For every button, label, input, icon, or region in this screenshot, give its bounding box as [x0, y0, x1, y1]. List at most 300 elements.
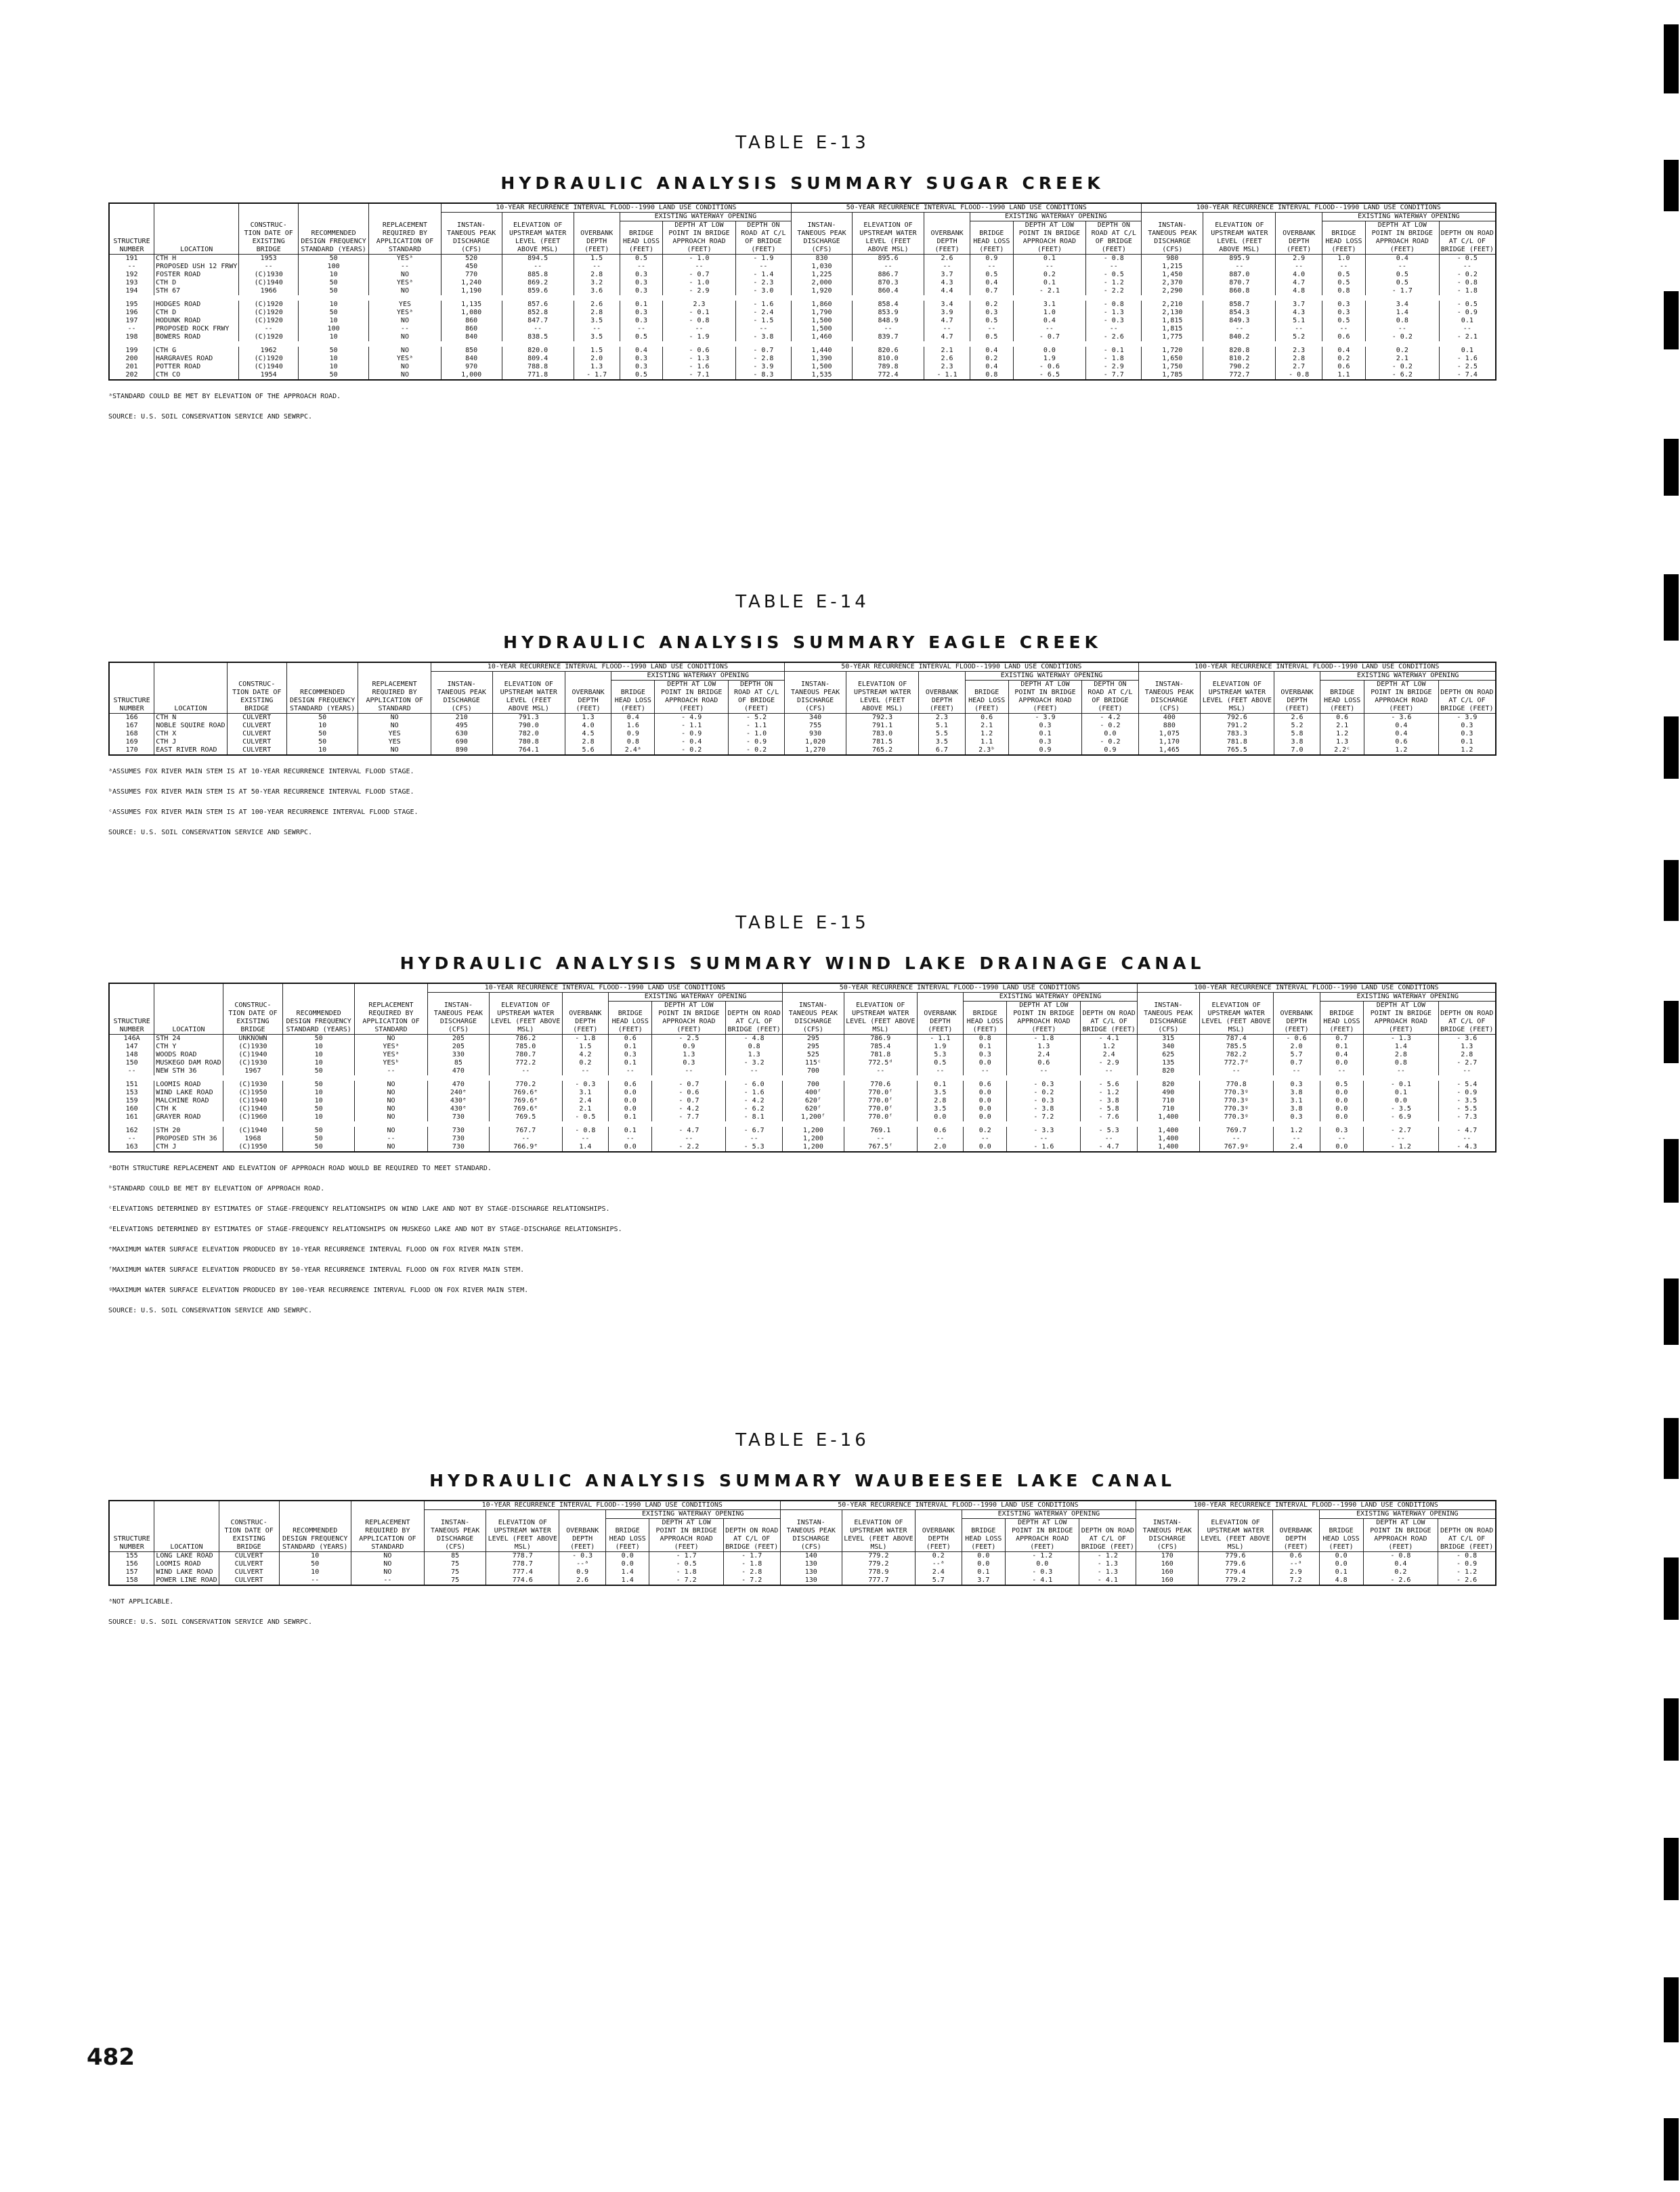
header-elevation: ELEVATION OF UPSTREAM WATER LEVEL (FEET ABOVE MSL)	[1201, 672, 1274, 714]
hydraulic-table	[108, 662, 1496, 756]
location-cell: CTH G	[154, 347, 239, 355]
data-cell: --ᵃ	[915, 1560, 962, 1568]
data-cell: - 1.7	[1366, 287, 1440, 295]
data-cell: - 4.2	[726, 1097, 782, 1105]
table-e15	[108, 913, 1496, 1327]
header-headloss: BRIDGE HEAD LOSS (FEET)	[964, 1002, 1007, 1035]
data-cell: 0.1	[1439, 347, 1496, 355]
data-cell: 767.9ᵍ	[1199, 1143, 1273, 1152]
data-cell: 0.5	[1320, 1081, 1364, 1089]
data-cell: 772.5ᵈ	[844, 1059, 917, 1067]
data-cell: - 2.1	[1439, 333, 1496, 341]
data-cell: 1,270	[785, 746, 846, 755]
table-e16	[108, 1430, 1496, 1639]
location-cell: FOSTER ROAD	[154, 271, 239, 279]
data-cell: 2.6	[1274, 714, 1320, 723]
data-cell: --	[964, 1067, 1007, 1075]
data-cell: 1,190	[441, 287, 502, 295]
data-cell: 2,000	[792, 279, 853, 287]
data-cell: 166	[109, 714, 154, 723]
data-cell: 5.1	[1276, 317, 1322, 325]
data-cell: --	[1203, 325, 1276, 333]
data-cell: - 3.9	[1438, 714, 1496, 723]
data-cell: 0.3	[970, 309, 1014, 317]
data-cell: - 1.7	[649, 1552, 723, 1561]
data-cell: 430ᵉ	[427, 1105, 489, 1113]
data-cell: 10	[286, 722, 358, 730]
data-cell: 0.1	[1364, 1089, 1438, 1097]
table-title: HYDRAULIC ANALYSIS SUMMARY WAUBEESEE LAKE CANAL	[429, 1471, 1176, 1490]
data-cell: 0.4	[1322, 347, 1365, 355]
data-cell: - 0.8	[1086, 301, 1142, 309]
data-cell: 0.4	[1320, 1051, 1364, 1059]
data-cell: 0.6	[1364, 738, 1438, 746]
data-cell: - 4.8	[726, 1035, 782, 1044]
header-replacement: REPLACEMENT REQUIRED BY APPLICATION OF STANDARD	[351, 1501, 424, 1552]
location-cell: CTH D	[154, 309, 239, 317]
data-cell: - 1.8	[723, 1560, 780, 1568]
data-cell: - 3.5	[1438, 1097, 1496, 1105]
data-cell: - 1.3	[1079, 1560, 1136, 1568]
table-row	[109, 1576, 1496, 1585]
data-cell: 0.0	[1320, 1059, 1364, 1067]
data-cell: --	[924, 263, 970, 271]
table-row	[109, 1067, 1496, 1075]
data-cell: 193	[109, 279, 154, 287]
data-cell: 887.0	[1203, 271, 1276, 279]
data-cell: - 1.5	[735, 317, 791, 325]
location-cell: POWER LINE ROAD	[154, 1576, 219, 1585]
data-cell: 10	[279, 1568, 351, 1576]
data-cell: NO	[369, 347, 441, 355]
data-cell: 0.1	[609, 1113, 652, 1121]
data-cell: - 6.7	[726, 1127, 782, 1135]
data-cell: - 0.4	[655, 738, 729, 746]
data-cell: 781.5	[846, 738, 918, 746]
data-cell: - 8.3	[735, 371, 791, 380]
data-cell: 0.9	[970, 255, 1014, 263]
data-cell: 430ᵉ	[427, 1097, 489, 1105]
header-replacement: REPLACEMENT REQUIRED BY APPLICATION OF STANDARD	[369, 203, 441, 255]
data-cell: 860	[441, 317, 502, 325]
data-cell: 201	[109, 363, 154, 371]
data-cell: 1.5	[574, 347, 620, 355]
data-cell: 1,790	[792, 309, 853, 317]
data-cell: 2.6	[924, 355, 970, 363]
data-cell: (C)1920	[239, 317, 298, 325]
data-cell: 772.7	[1203, 371, 1276, 380]
data-cell: 0.3	[620, 363, 663, 371]
data-cell: 146A	[109, 1035, 154, 1044]
data-cell: 1,650	[1142, 355, 1203, 363]
location-cell: PROPOSED STH 36	[154, 1135, 223, 1143]
data-cell: 0.8	[1366, 317, 1440, 325]
data-cell: NO	[369, 371, 441, 380]
data-cell: 400ᶠ	[782, 1089, 844, 1097]
data-cell: --	[609, 1067, 652, 1075]
data-cell: - 2.2	[1086, 287, 1142, 295]
data-cell: 1.4	[605, 1568, 649, 1576]
data-cell: 50	[283, 1143, 355, 1152]
data-cell: --	[663, 263, 735, 271]
data-cell: - 1.7	[723, 1552, 780, 1561]
data-cell: 690	[431, 738, 492, 746]
data-cell: 1.2	[1320, 730, 1364, 738]
data-cell: 770.0ᶠ	[844, 1089, 917, 1097]
data-cell: 162	[109, 1127, 154, 1135]
data-cell: 1,440	[792, 347, 853, 355]
location-cell: STH 67	[154, 287, 239, 295]
data-cell: 0.3	[1438, 730, 1496, 738]
data-cell: 2.8	[917, 1097, 964, 1105]
data-cell: 0.6	[917, 1127, 964, 1135]
data-cell: 50	[279, 1560, 351, 1568]
data-cell: 769.6ᵉ	[489, 1105, 562, 1113]
header-existing: EXISTING WATERWAY OPENING	[962, 1510, 1136, 1519]
data-cell: 730	[427, 1143, 489, 1152]
location-cell: CTH N	[154, 714, 227, 723]
table-notes	[108, 1165, 1496, 1315]
header-existing: EXISTING WATERWAY OPENING	[965, 672, 1138, 681]
data-cell: 780.8	[492, 738, 565, 746]
data-cell: 2.8	[1438, 1051, 1496, 1059]
table-row	[109, 1089, 1496, 1097]
data-cell: 783.3	[1201, 730, 1274, 738]
data-cell: - 2.6	[1363, 1576, 1438, 1585]
data-cell: - 0.7	[1013, 333, 1085, 341]
data-cell: 10	[283, 1043, 355, 1051]
data-cell: - 7.6	[1081, 1113, 1137, 1121]
data-cell: 1,240	[441, 279, 502, 287]
data-cell: 0.0	[609, 1105, 652, 1113]
data-cell: 150	[109, 1059, 154, 1067]
data-cell: 0.0	[1319, 1552, 1363, 1561]
data-cell: 0.1	[620, 301, 663, 309]
footnote: ᵃNOT APPLICABLE.	[108, 1598, 174, 1606]
data-cell: --	[109, 263, 154, 271]
data-cell: --	[853, 325, 924, 333]
footnote: SOURCE: U.S. SOIL CONSERVATION SERVICE AND SEWRPC.	[108, 829, 313, 836]
data-cell: 50	[283, 1035, 355, 1044]
data-cell: 0.6	[965, 714, 1008, 723]
header-lowpoint: DEPTH AT LOW POINT IN BRIDGE APPROACH ROAD (FEET)	[1363, 1519, 1438, 1552]
margin-tick	[1664, 1698, 1679, 1761]
data-cell: 3.4	[1366, 301, 1440, 309]
data-cell: - 3.2	[726, 1059, 782, 1067]
header-overbank: OVERBANK DEPTH (FEET)	[559, 1510, 606, 1552]
data-cell: 2.6	[559, 1576, 606, 1585]
data-cell: - 3.8	[735, 333, 791, 341]
data-cell: 10	[286, 746, 358, 755]
data-cell: --	[917, 1135, 964, 1143]
header-group100: 100-YEAR RECURRENCE INTERVAL FLOOD--1990 LAND USE CONDITIONS	[1137, 983, 1496, 993]
header-construction: CONSTRUC- TION DATE OF EXISTING BRIDGE	[239, 203, 298, 255]
header-construction: CONSTRUC- TION DATE OF EXISTING BRIDGE	[223, 983, 283, 1035]
data-cell: 1.0	[1013, 309, 1085, 317]
data-cell: 1,500	[792, 317, 853, 325]
data-cell: 1.1	[965, 738, 1008, 746]
data-cell: 6.7	[919, 746, 965, 755]
data-cell: - 5.4	[1438, 1081, 1496, 1089]
data-cell: 0.3	[1320, 1127, 1364, 1135]
data-cell: 2.1	[924, 347, 970, 355]
data-cell: - 1.6	[663, 363, 735, 371]
data-cell: - 3.3	[1007, 1127, 1081, 1135]
location-cell: CTH H	[154, 255, 239, 263]
data-cell: 2.0	[1273, 1043, 1320, 1051]
data-cell: 2.4	[1273, 1143, 1320, 1152]
data-cell: 205	[427, 1043, 489, 1051]
data-cell: - 2.3	[735, 279, 791, 287]
table-title: HYDRAULIC ANALYSIS SUMMARY WIND LAKE DRAINAGE CANAL	[400, 953, 1205, 973]
data-cell: - 0.5	[649, 1560, 723, 1568]
data-cell: 158	[109, 1576, 154, 1585]
data-cell: --	[489, 1135, 562, 1143]
data-cell: 1,400	[1137, 1135, 1199, 1143]
data-cell: 1,815	[1142, 325, 1203, 333]
location-cell: NEW STH 36	[154, 1067, 223, 1075]
data-cell: - 3.9	[735, 363, 791, 371]
data-cell: 850	[441, 347, 502, 355]
data-cell: (C)1940	[223, 1127, 283, 1135]
data-cell: 625	[1137, 1051, 1199, 1059]
location-cell: EAST RIVER ROAD	[154, 746, 227, 755]
data-cell: 730	[427, 1135, 489, 1143]
data-cell: 0.0	[917, 1113, 964, 1121]
header-elevation: ELEVATION OF UPSTREAM WATER LEVEL (FEET ABOVE MSL)	[502, 213, 574, 255]
data-cell: --	[1273, 1067, 1320, 1075]
data-cell: NO	[355, 1089, 428, 1097]
table-row	[109, 333, 1496, 341]
data-cell: 0.4	[970, 363, 1014, 371]
data-cell: 0.6	[1272, 1552, 1319, 1561]
data-cell: 778.9	[842, 1568, 915, 1576]
data-cell: - 6.2	[1366, 371, 1440, 380]
data-cell: 1.4	[562, 1143, 609, 1152]
data-cell: 0.0	[964, 1097, 1007, 1105]
data-cell: 1.3	[652, 1051, 726, 1059]
header-location: LOCATION	[154, 983, 223, 1035]
table-row	[109, 722, 1496, 730]
margin-tick	[1664, 2118, 1679, 2180]
header-recommended: RECOMMENDED DESIGN FREQUENCY STANDARD (YEARS)	[286, 662, 358, 714]
data-cell: - 2.8	[735, 355, 791, 363]
data-cell: NO	[369, 333, 441, 341]
data-cell: (C)1930	[223, 1043, 283, 1051]
data-cell: 295	[782, 1035, 844, 1044]
data-cell: 895.6	[853, 255, 924, 263]
data-cell: NO	[358, 714, 431, 723]
data-cell: 0.9	[611, 730, 655, 738]
data-cell: 779.2	[842, 1552, 915, 1561]
data-cell: - 2.4	[735, 309, 791, 317]
data-cell: 167	[109, 722, 154, 730]
data-cell: - 1.6	[1007, 1143, 1081, 1152]
header-recommended: RECOMMENDED DESIGN FREQUENCY STANDARD (YEARS)	[283, 983, 355, 1035]
data-cell: - 0.3	[1007, 1081, 1081, 1089]
data-cell: 930	[785, 730, 846, 738]
data-cell: 130	[780, 1560, 842, 1568]
header-lowpoint: DEPTH AT LOW POINT IN BRIDGE APPROACH ROAD (FEET)	[1008, 681, 1082, 714]
margin-tick	[1664, 1418, 1679, 1479]
footnote: ᵍMAXIMUM WATER SURFACE ELEVATION PRODUCED BY 100-YEAR RECURRENCE INTERVAL FLOOD ON FOX RIVER MAIN STEM.	[108, 1287, 529, 1294]
data-cell: 2.1	[562, 1105, 609, 1113]
data-cell: - 1.6	[1439, 355, 1496, 363]
data-cell: - 3.9	[1008, 714, 1082, 723]
data-cell: NO	[355, 1035, 428, 1044]
data-cell: 0.1	[609, 1127, 652, 1135]
data-cell: 1.6	[611, 722, 655, 730]
data-cell: 5.2	[1276, 333, 1322, 341]
data-cell: 3.6	[574, 287, 620, 295]
data-cell: 1967	[223, 1067, 283, 1075]
footnote: ᵃASSUMES FOX RIVER MAIN STEM IS AT 10-YEAR RECURRENCE INTERVAL FLOOD STAGE.	[108, 768, 414, 775]
data-cell: 470	[427, 1067, 489, 1075]
header-lowpoint: DEPTH AT LOW POINT IN BRIDGE APPROACH ROAD (FEET)	[1013, 221, 1085, 255]
data-cell: 159	[109, 1097, 154, 1105]
header-group100: 100-YEAR RECURRENCE INTERVAL FLOOD--1990 LAND USE CONDITIONS	[1138, 662, 1496, 672]
data-cell: 197	[109, 317, 154, 325]
margin-tick	[1664, 1139, 1679, 1203]
data-cell: 1.2	[1081, 1043, 1137, 1051]
data-cell: - 2.9	[663, 287, 735, 295]
data-cell: 2,210	[1142, 301, 1203, 309]
data-cell: 1.3	[726, 1051, 782, 1059]
data-cell: - 0.9	[655, 730, 729, 738]
data-cell: (C)1930	[223, 1081, 283, 1089]
data-cell: 1,920	[792, 287, 853, 295]
data-cell: 100	[298, 325, 368, 333]
header-location: LOCATION	[154, 1501, 219, 1552]
data-cell: --	[369, 325, 441, 333]
data-cell: 769.6ᵉ	[489, 1097, 562, 1105]
data-cell: 3.5	[574, 317, 620, 325]
location-cell: CTH D	[154, 279, 239, 287]
data-cell: 4.3	[924, 279, 970, 287]
data-cell: 710	[1137, 1097, 1199, 1105]
header-lowpoint: DEPTH AT LOW POINT IN BRIDGE APPROACH ROAD (FEET)	[1364, 681, 1438, 714]
data-cell: 2.8	[565, 738, 611, 746]
header-roadcl: DEPTH ON ROAD AT C/L OF BRIDGE (FEET)	[729, 681, 785, 714]
data-cell: 2.2ᶜ	[1320, 746, 1364, 755]
data-cell: 1,000	[441, 371, 502, 380]
data-cell: 770.3ᵍ	[1199, 1105, 1273, 1113]
data-cell: 0.3	[620, 279, 663, 287]
data-cell: 792.6	[1201, 714, 1274, 723]
data-cell: --	[1438, 1067, 1496, 1075]
data-cell: - 1.2	[1006, 1552, 1079, 1561]
data-cell: 0.8	[1364, 1059, 1438, 1067]
data-cell: 858.7	[1203, 301, 1276, 309]
data-cell: - 0.5	[1086, 271, 1142, 279]
data-cell: 788.8	[502, 363, 574, 371]
header-lowpoint: DEPTH AT LOW POINT IN BRIDGE APPROACH ROAD (FEET)	[1364, 1002, 1438, 1035]
header-elevation: ELEVATION OF UPSTREAM WATER LEVEL (FEET ABOVE MSL)	[846, 672, 918, 714]
header-roadcl: DEPTH ON ROAD AT C/L OF BRIDGE (FEET)	[1082, 681, 1138, 714]
data-cell: 0.9	[559, 1568, 606, 1576]
data-cell: 0.0	[609, 1143, 652, 1152]
table-row	[109, 287, 1496, 295]
data-cell: 3.5	[917, 1089, 964, 1097]
data-cell: 0.8	[611, 738, 655, 746]
location-cell: GRAYER ROAD	[154, 1113, 223, 1121]
data-cell: 4.0	[1276, 271, 1322, 279]
data-cell: 4.4	[924, 287, 970, 295]
header-roadcl: DEPTH ON ROAD AT C/L OF BRIDGE (FEET)	[723, 1519, 780, 1552]
data-cell: 0.4	[1363, 1560, 1438, 1568]
data-cell: 0.1	[1013, 279, 1085, 287]
data-cell: NO	[355, 1105, 428, 1113]
data-cell: 0.2	[1366, 347, 1440, 355]
data-cell: 2.4	[915, 1568, 962, 1576]
table-row	[109, 730, 1496, 738]
header-group50: 50-YEAR RECURRENCE INTERVAL FLOOD--1990 LAND USE CONDITIONS	[782, 983, 1137, 993]
data-cell: 4.3	[1276, 309, 1322, 317]
data-cell: 130	[780, 1568, 842, 1576]
location-cell: CTH J	[154, 738, 227, 746]
header-overbank: OVERBANK DEPTH (FEET)	[917, 993, 964, 1035]
header-headloss: BRIDGE HEAD LOSS (FEET)	[1322, 221, 1365, 255]
header-roadcl: DEPTH ON ROAD AT C/L OF BRIDGE (FEET)	[1438, 681, 1496, 714]
header-existing: EXISTING WATERWAY OPENING	[611, 672, 785, 681]
data-cell: CULVERT	[219, 1560, 279, 1568]
data-cell: --	[355, 1067, 428, 1075]
data-cell: 764.1	[492, 746, 565, 755]
data-cell: - 0.3	[559, 1552, 606, 1561]
data-cell: - 7.7	[1086, 371, 1142, 380]
data-cell: 860	[441, 325, 502, 333]
data-cell: --	[844, 1067, 917, 1075]
data-cell: - 2.5	[652, 1035, 726, 1044]
data-cell: - 1.1	[655, 722, 729, 730]
data-cell: - 6.5	[1013, 371, 1085, 380]
header-roadcl: DEPTH ON ROAD AT C/L OF BRIDGE (FEET)	[1086, 221, 1142, 255]
location-cell: CTH X	[154, 730, 227, 738]
data-cell: 700	[782, 1067, 844, 1075]
header-group100: 100-YEAR RECURRENCE INTERVAL FLOOD--1990 LAND USE CONDITIONS	[1142, 203, 1496, 213]
data-cell: - 1.2	[1081, 1089, 1137, 1097]
location-cell: CTH Y	[154, 1043, 223, 1051]
data-cell: 0.4	[611, 714, 655, 723]
table-row	[109, 1568, 1496, 1576]
data-cell: 1962	[239, 347, 298, 355]
data-cell: --	[1322, 263, 1365, 271]
data-cell: 787.4	[1199, 1035, 1273, 1044]
data-cell: (C)1940	[239, 363, 298, 371]
data-cell: 100	[298, 263, 368, 271]
data-cell: - 1.2	[1079, 1552, 1136, 1561]
data-cell: NO	[351, 1568, 424, 1576]
data-cell: 2.6	[574, 301, 620, 309]
table-notes	[108, 1598, 1496, 1627]
data-cell: --	[502, 325, 574, 333]
data-cell: --	[1276, 263, 1322, 271]
header-discharge: INSTAN- TANEOUS PEAK DISCHARGE (CFS)	[780, 1510, 842, 1552]
data-cell: 0.7	[970, 287, 1014, 295]
table-row	[109, 738, 1496, 746]
header-recommended: RECOMMENDED DESIGN FREQUENCY STANDARD (YEARS)	[298, 203, 368, 255]
data-cell: 3.8	[1274, 738, 1320, 746]
data-cell: 1,400	[1137, 1143, 1199, 1152]
data-cell: 0.0	[964, 1059, 1007, 1067]
data-cell: 0.0	[609, 1097, 652, 1105]
data-cell: - 2.9	[1081, 1059, 1137, 1067]
data-cell: 10	[298, 355, 368, 363]
header-elevation: ELEVATION OF UPSTREAM WATER LEVEL (FEET ABOVE MSL)	[1199, 1510, 1272, 1552]
data-cell: 3.5	[574, 333, 620, 341]
data-cell: 130	[780, 1576, 842, 1585]
data-cell: 791.2	[1201, 722, 1274, 730]
